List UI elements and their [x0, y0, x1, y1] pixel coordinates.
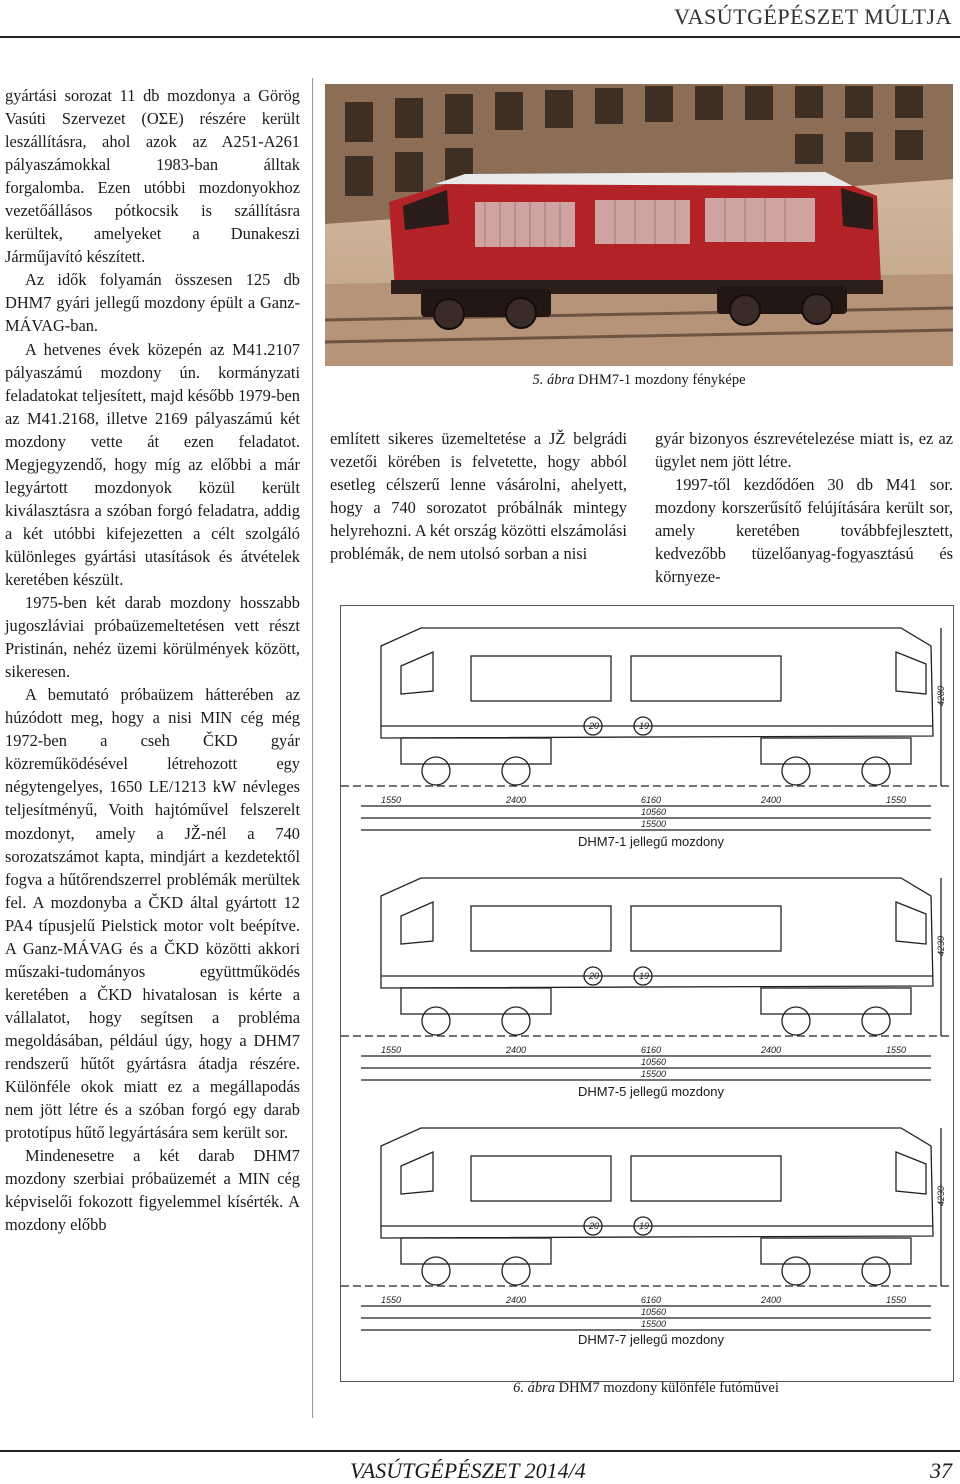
journal-title: VASÚTGÉPÉSZET 2014/4 — [350, 1458, 586, 1483]
paragraph: A bemutató próbaüzem hátterében az húzódott meg, hogy a nisi MIN cég még 1972-ben a cseh ČKD gyár közreműködésével létrehozott egy négytengelyes, 1650 LE/1213 kW névleges teljesítményű, Voith hajtóművel felszerelt mozdonyt, amely a JŽ-nél a 740 sorozatszámot kapta, mindjárt a kezdetektől fogva a hűtőrendszerrel problémák merültek fel. A mozdonyba a ČKD által gyártott 12 PA4 típusjelű Pielstick motor volt beépítve. A Ganz-MÁVAG és a ČKD közötti akkori műszaki-tudományos együttműködés keretében a ČKD hivatalosan is kérte a vállalatot, hogy segítsen a probléma megoldásában, például úgy, hogy a DHM7 rendszerű hűtőt gyártásra átadja részére. Különféle okok miatt ez a megállapodás nem jött létre és a szóban forgó egy darab prototípus hűtő legyártására sem került sor. — [5, 685, 300, 1143]
paragraph: 1975-ben két darab mozdony hosszabb jugoszláviai próbaüzemeltetésen vett részt Pristinán, nehéz üzemi körülmények között, sikeresen. — [5, 593, 300, 682]
figure6-text: DHM7 mozdony különféle futóművei — [554, 1380, 779, 1396]
dim-text: 1550 — [381, 1045, 402, 1055]
dim-text: 19 — [639, 1221, 650, 1231]
dim-text: 20 — [589, 971, 600, 981]
dim-text: 2400 — [761, 795, 782, 805]
dim-text: 1550 — [381, 795, 402, 805]
dim-text: 1550 — [886, 1295, 907, 1305]
dim-text: 15500 — [641, 1069, 667, 1079]
dim-text: 10560 — [641, 807, 667, 817]
dim-text: 15500 — [641, 819, 667, 829]
dim-text: 2400 — [761, 1045, 782, 1055]
technical-drawings — [340, 605, 954, 1382]
paragraph: gyár bizonyos észrevételezése miatt is, ez az ügylet nem jött létre. — [655, 429, 953, 472]
figure5-text: DHM7-1 mozdony fényképe — [574, 372, 746, 388]
paragraph: Mindenesetre a két darab DHM7 mozdony szerbiai próbaüzemét a MIN cég képviselői fokozott figyelemmel kísérték. A mozdony előbb — [5, 1146, 300, 1235]
figure6-number: 6. ábra — [513, 1380, 555, 1396]
dim-text: 1550 — [886, 795, 907, 805]
dim-text: 19 — [639, 971, 650, 981]
figure5-number: 5. ábra — [532, 372, 575, 388]
right-text-column — [655, 427, 953, 588]
dim-text: 6160 — [641, 795, 662, 805]
dim-text: 2400 — [506, 795, 527, 805]
locomotive-photo — [325, 84, 953, 366]
locomotive-photo-graphic — [325, 84, 953, 366]
dim-text: 2400 — [506, 1295, 527, 1305]
paragraph: gyártási sorozat 11 db mozdonya a Görög Vasúti Szervezet (ΟΣΕ) részére került leszállításra, ahol azok az A251-A261 pályaszámokkal 1983-ban álltak forgalomba. Ezen utóbbi mozdonyokhoz vezetőállásos pótkocsik is szállításra kerültek, amelyeket a Dunakeszi Járműjavító készített. — [5, 86, 300, 267]
paragraph: Az idők folyamán összesen 125 db DHM7 gyári jellegű mozdony épült a Ganz-MÁVAG-ban. — [5, 270, 300, 336]
drawing-label: DHM7-7 jellegű mozdony — [578, 1332, 724, 1347]
dim-text: 20 — [589, 721, 600, 731]
footer-rule — [0, 1450, 960, 1452]
dim-text: 4230 — [936, 935, 946, 956]
drawings-graphic — [341, 606, 953, 1381]
drawing-label: DHM7-5 jellegű mozdony — [578, 1084, 724, 1099]
dim-text: 15500 — [641, 1319, 667, 1329]
dim-text: 4280 — [936, 685, 946, 706]
drawing-label: DHM7-1 jellegű mozdony — [578, 834, 724, 849]
dim-text: 6160 — [641, 1045, 662, 1055]
dim-text: 19 — [639, 721, 650, 731]
figure5-caption — [325, 372, 953, 389]
dim-text: 10560 — [641, 1057, 667, 1067]
page-number: 37 — [930, 1458, 952, 1483]
dim-text: 1550 — [886, 1045, 907, 1055]
section-title: VASÚTGÉPÉSZET MÚLTJA — [674, 4, 952, 29]
paragraph: említett sikeres üzemeltetése a JŽ belgrádi vezetői körében is felvetette, hogy abból esetleg célszerű lenne vásárolni, ahelyett, hogy a 740 sorozatot próbálnák mintegy helyrehozni. A két ország közötti elszámolási problémák, de nem utolsó sorban a nisi — [330, 429, 627, 564]
dim-text: 10560 — [641, 1307, 667, 1317]
dim-text: 2400 — [761, 1295, 782, 1305]
dim-text: 1550 — [381, 1295, 402, 1305]
paragraph: A hetvenes évek közepén az M41.2107 pályaszámú mozdony ún. kormányzati feladatokat teljesített, majd később 1979-ben az M41.2168, illetve 2169 pályaszámú két mozdony vette át ezen feladatot. Megjegyzendő, hogy míg az előbbi a már legyártott mozdonyok közül került kiválasztásra a szóban forgó feladatra, addig a két utóbbi kifejezetten a célt szolgáló különleges gyártási utasítások és átvételek keretében készült. — [5, 339, 300, 589]
dim-text: 6160 — [641, 1295, 662, 1305]
dim-text: 4230 — [936, 1185, 946, 1206]
header-rule — [0, 36, 960, 38]
paragraph: 1997-től kezdődően 30 db M41 sor. mozdony korszerűsítő felújítására került sor, amely keretében továbbfejlesztett, kedvezőbb tüzelőanyag-fogyasztású és környeze- — [655, 475, 953, 587]
dim-text: 20 — [589, 1221, 600, 1231]
middle-text-column — [330, 427, 627, 565]
column-divider — [312, 78, 313, 1418]
dim-text: 2400 — [506, 1045, 527, 1055]
figure6-caption — [340, 1380, 952, 1397]
left-text-column — [5, 84, 300, 1236]
